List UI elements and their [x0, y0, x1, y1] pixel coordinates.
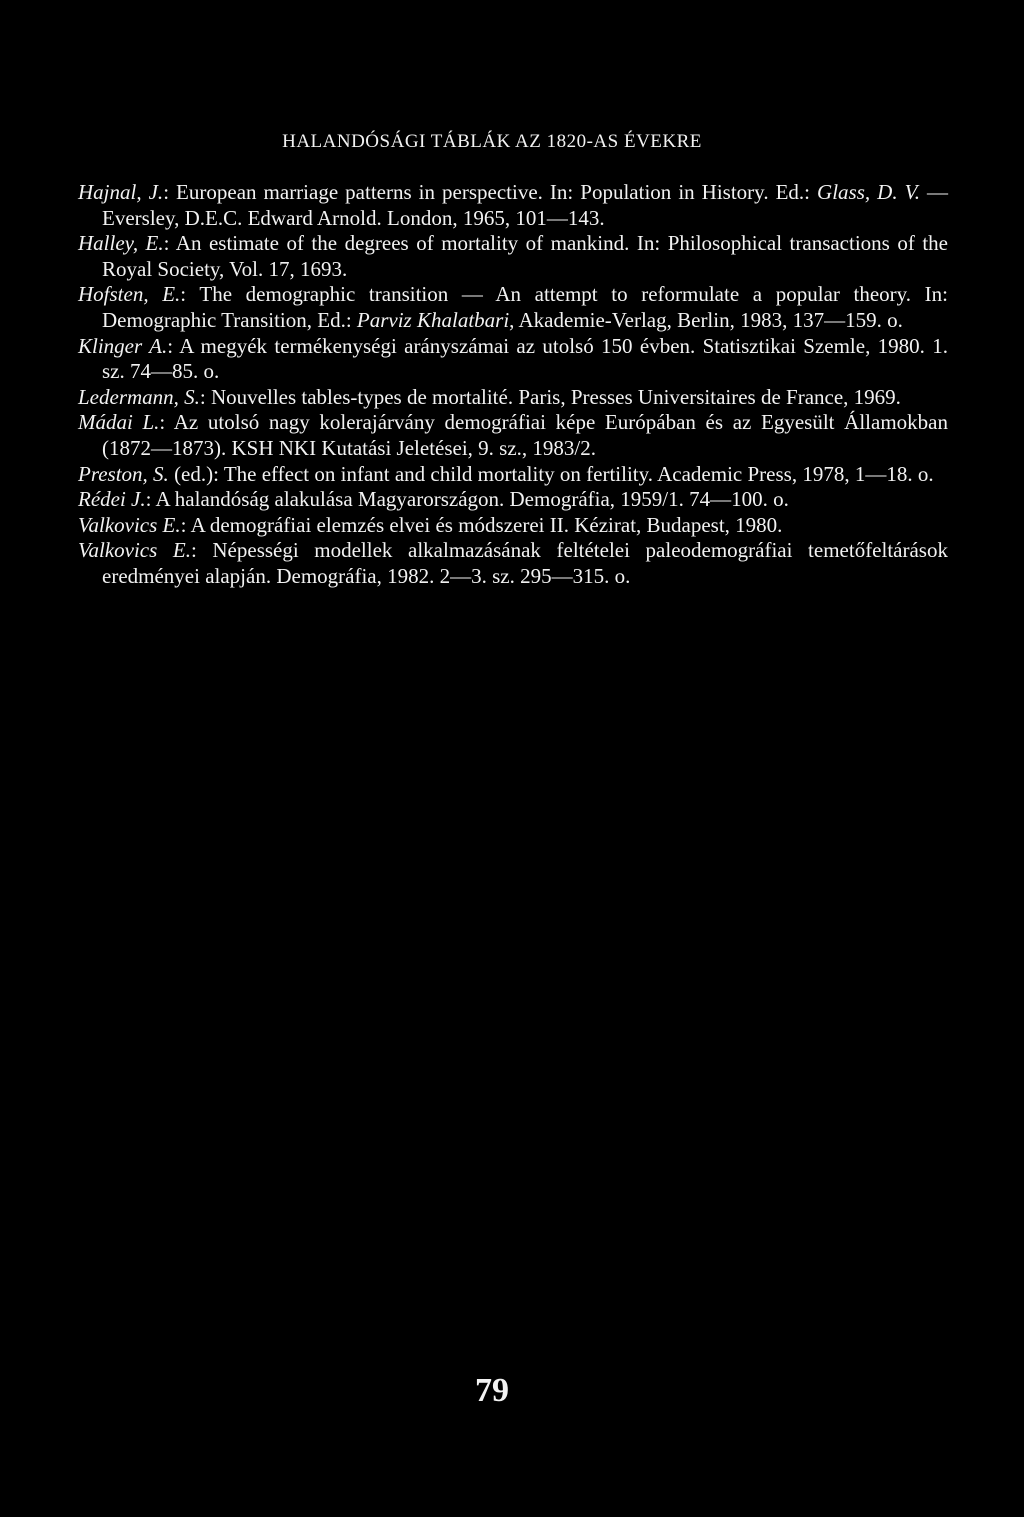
reference-entry [78, 513, 948, 539]
reference-text: — Eversley, D.E.C. Edward Arnold. London, 1965, 101—143. [102, 180, 948, 230]
reference-text: (ed.): The effect on infant and child mortality on fertility. Academic Press, 1978, 1—18. o. [168, 461, 934, 486]
reference-entry [78, 487, 948, 513]
reference-entry [78, 334, 948, 385]
page-number: 79 [475, 1372, 509, 1409]
reference-author: Valkovics E. [78, 538, 191, 563]
reference-author: Hofsten, E. [78, 282, 181, 307]
reference-author: Klinger A. [78, 333, 168, 358]
reference-entry [78, 282, 948, 333]
reference-text: : Nouvelles tables-types de mortalité. Paris, Presses Universitaires de France, 1969. [199, 384, 901, 409]
reference-text: : A megyék termékenységi arányszámai az utolsó 150 évben. Statisztikai Szemle, 1980. 1. sz. 74—85. o. [102, 333, 948, 384]
reference-list [78, 180, 948, 590]
reference-text: : Népességi modellek alkalmazásának feltételei paleodemográfiai temetőfeltárások eredményei alapján. Demográfia, 1982. 2—3. sz. 295—315. o. [102, 538, 948, 588]
reference-italic-text: Parviz Khalatbari [356, 307, 510, 332]
reference-entry [78, 462, 948, 488]
running-header: HALANDÓSÁGI TÁBLÁK AZ 1820-AS ÉVEKRE [282, 131, 702, 152]
reference-author: Rédei J. [78, 487, 146, 512]
reference-text: : A halandóság alakulása Magyarországon. Demográfia, 1959/1. 74—100. o. [145, 487, 789, 512]
reference-entry [78, 538, 948, 589]
reference-author: Halley, E. [78, 231, 164, 256]
reference-entry [78, 410, 948, 461]
reference-entry [78, 385, 948, 411]
reference-text: , Akademie-Verlag, Berlin, 1983, 137—159. o. [509, 307, 903, 332]
reference-author: Hajnal, J. [78, 180, 164, 204]
reference-entry [78, 180, 948, 231]
reference-author: Valkovics E. [78, 512, 181, 537]
reference-author: Mádai L. [78, 410, 160, 435]
reference-entry [78, 231, 948, 282]
reference-italic-text: Glass, D. V. [817, 180, 920, 204]
reference-text: : An estimate of the degrees of mortality of mankind. In: Philosophical transactions of the Royal Society, Vol. 17, 1693. [102, 231, 948, 281]
reference-text: : The demographic transition — An attempt to reformulate a popular theory. In: Demographic Transition, Ed.: [102, 282, 949, 332]
reference-text: : A demográfiai elemzés elvei és módszerei II. Kézirat, Budapest, 1980. [180, 512, 783, 537]
reference-text: : European marriage patterns in perspective. In: Population in History. Ed.: [163, 180, 818, 204]
reference-text: : Az utolsó nagy kolerajárvány demográfiai képe Európában és az Egyesült Államokban (1872—1873). KSH NKI Kutatási Jeletései, 9. sz., 1983/2. [102, 410, 948, 460]
reference-author: Ledermann, S. [78, 384, 200, 409]
reference-author: Preston, S. [78, 461, 169, 486]
